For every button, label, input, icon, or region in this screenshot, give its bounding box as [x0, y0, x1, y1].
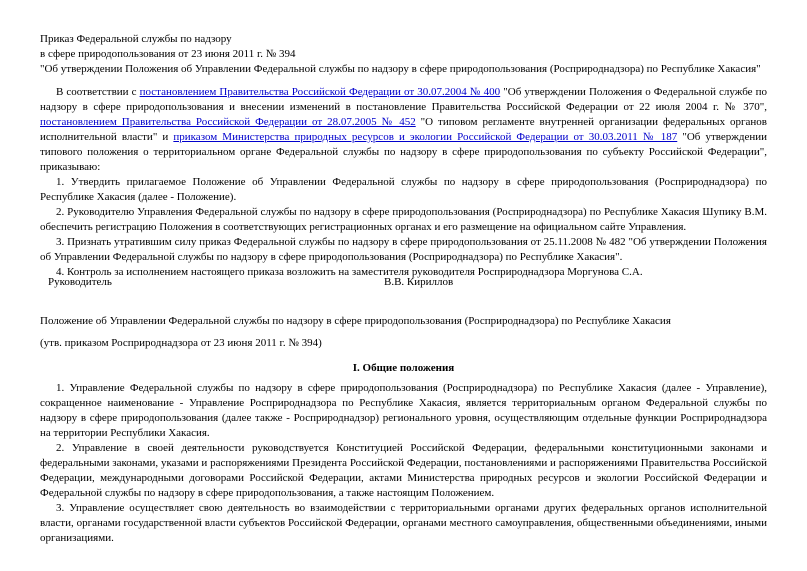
link-order-187[interactable]: приказом Министерства природных ресурсов и экологии Российской Федерации от 30.03.2011 № 187: [173, 131, 678, 143]
preamble-paragraph: [40, 85, 767, 175]
link-decree-452[interactable]: постановлением Правительства Российской Федерации от 28.07.2005 № 452: [40, 116, 416, 128]
header-line-2: в сфере природопользования от 23 июня 2011 г. № 394: [40, 48, 296, 60]
signature-name: В.В. Кириллов: [384, 276, 454, 288]
regulation-paragraph-1: 1. Управление Федеральной службы по надзору в сфере природопользования (Росприроднадзора) по Республике Хакасия (далее - Управление), сокращенное наименование - Управление Росприроднадзора по Республике Хакасия, является территориальным органом Федеральной службы по надзору в сфере природопользования (далее также - Росприроднадзор) регионального уровня, осуществляющим отдельные функции Росприроднадзора на территории Республики Хакасия.: [40, 382, 767, 439]
header-line-3: "Об утверждении Положения об Управлении Федеральной службы по надзору в сфере природопользования (Росприроднадзора) по Республике Хакасия": [40, 63, 761, 75]
regulation-approval-note: (утв. приказом Росприроднадзора от 23 июня 2011 г. № 394): [40, 337, 322, 349]
regulation-title: Положение об Управлении Федеральной службы по надзору в сфере природопользования (Росприроднадзора) по Республике Хакасия: [40, 315, 671, 327]
link-decree-400[interactable]: постановлением Правительства Российской Федерации от 30.07.2004 № 400: [139, 86, 501, 98]
preamble-text-2: "Об утверждении Положения о Федеральной службе по надзору в сфере природопользования и внесении изменений в постановление Правительства Российской Федерации от 22 июля 2004 г. № 370",: [40, 86, 767, 113]
order-header: [40, 32, 780, 77]
preamble-text-1: В соответствии с: [56, 86, 140, 98]
preamble-text-4: "Об утверждении типового положения о территориальном органе Федеральной службы по надзору в сфере природопользования по субъекту Российской Федерации", приказываю:: [40, 131, 768, 173]
signature-block: [48, 275, 748, 290]
order-item-1: 1. Утвердить прилагаемое Положение об Управлении Федеральной службы по надзору в сфере природопользования (Росприроднадзора) по Республике Хакасия (далее - Положение).: [40, 176, 767, 203]
header-line-1: Приказ Федеральной службы по надзору: [40, 33, 232, 45]
order-item-2: 2. Руководителю Управления Федеральной службы по надзору в сфере природопользования (Росприроднадзора) по Республике Хакасия Шупику В.М. обеспечить регистрацию Положения в соответствующих регистрационных органах и его размещение на официальном сайте Управления.: [40, 206, 767, 233]
section-heading: I. Общие положения: [352, 362, 455, 374]
regulation-body: [40, 381, 767, 546]
order-item-4: 4. Контроль за исполнением настоящего приказа возложить на заместителя руководителя Росприроднадзора Моргунова С.А.: [56, 266, 643, 278]
preamble-text-3: "О типовом регламенте внутренней организации федеральных органов исполнительной власти" и: [40, 116, 767, 143]
order-body: [40, 85, 767, 280]
regulation-paragraph-3: 3. Управление осуществляет свою деятельность во взаимодействии с территориальными органами других федеральных органов исполнительной власти, органами государственной власти субъектов Российской Федерации, органами местного самоуправления, общественными объединениями, иными организациями.: [40, 502, 767, 544]
order-item-3: 3. Признать утратившим силу приказ Федеральной службы по надзору в сфере природопользования от 25.11.2008 № 482 "Об утверждении Положения об Управлении Федеральной службы по надзору в сфере природопользования (Росприроднадзора) по Республике Хакасия".: [40, 236, 767, 263]
signature-role: Руководитель: [48, 276, 112, 288]
regulation-paragraph-2: 2. Управление в своей деятельности руководствуется Конституцией Российской Федерации, федеральными конституционными законами и федеральными законами, указами и распоряжениями Президента Российской Федерации, постановлениями и распоряжениями Правительства Российской Федерации, международными договорами Российской Федерации, актами Министерства природных ресурсов и экологии Российской Федерации и Федеральной службы по надзору в сфере природопользования, а также настоящим Положением.: [40, 442, 767, 499]
